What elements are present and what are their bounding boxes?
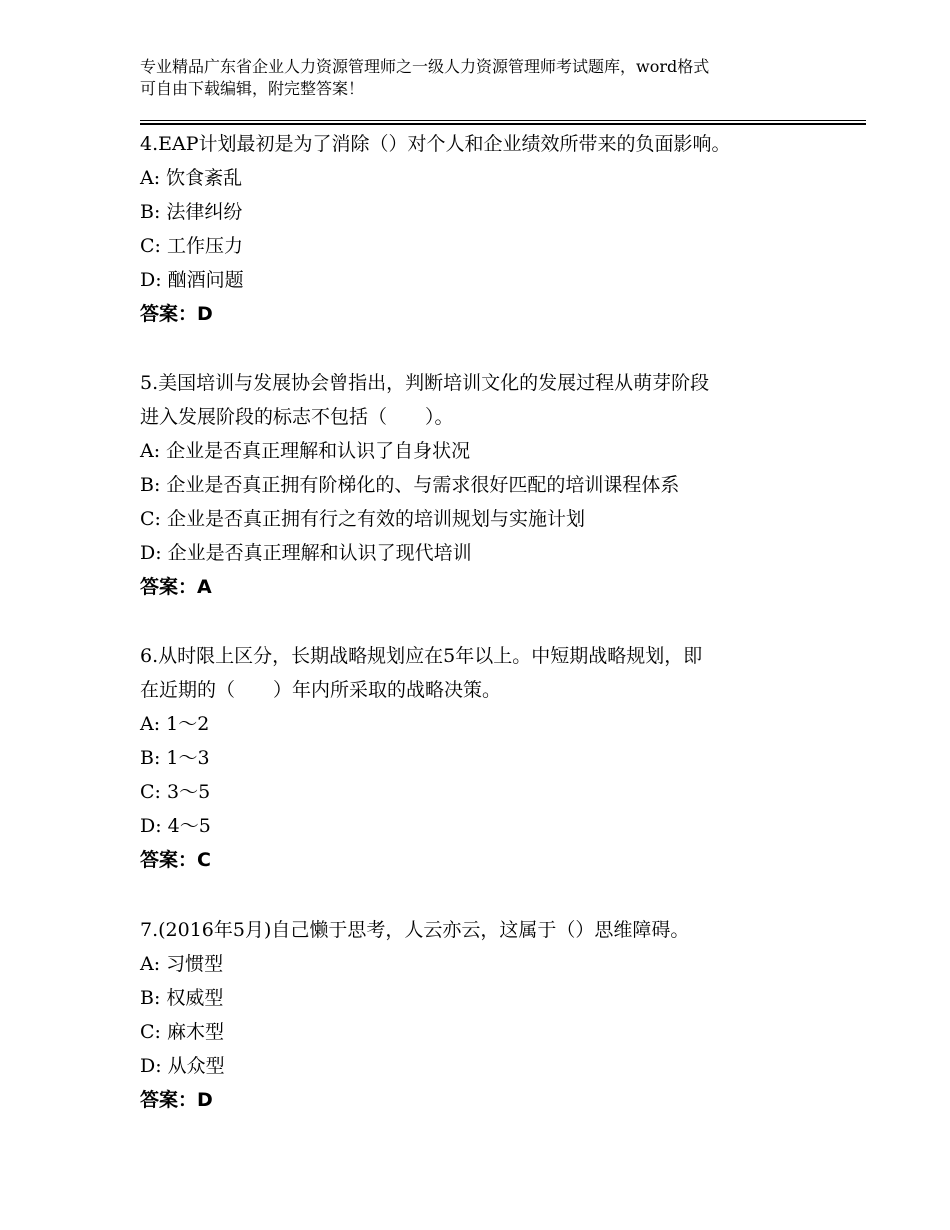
header-divider-thick xyxy=(140,123,866,125)
option-b: B: 1～3 xyxy=(140,747,210,769)
question-6 xyxy=(140,639,840,877)
option-d: D: 从众型 xyxy=(140,1055,225,1077)
question-5 xyxy=(140,366,840,604)
question-7 xyxy=(140,913,840,1117)
question-stem: 4.EAP计划最初是为了消除（）对个人和企业绩效所带来的负面影响。 xyxy=(140,133,731,155)
option-c: C: 企业是否真正拥有行之有效的培训规划与实施计划 xyxy=(140,508,585,530)
header-line-1: 专业精品广东省企业人力资源管理师之一级人力资源管理师考试题库，word格式 xyxy=(140,57,710,76)
header-line-2: 可自由下载编辑，附完整答案！ xyxy=(140,79,365,98)
option-a: A: 1～2 xyxy=(140,713,210,735)
option-c: C: 工作压力 xyxy=(140,235,243,257)
option-c: C: 3～5 xyxy=(140,781,211,803)
option-c: C: 麻木型 xyxy=(140,1021,224,1043)
header-divider-thin xyxy=(140,120,866,121)
document-header xyxy=(140,56,840,100)
answer-line: 答案：D xyxy=(140,303,213,325)
question-4 xyxy=(140,127,840,331)
question-stem-line-1: 6.从时限上区分，长期战略规划应在5年以上。中短期战略规划，即 xyxy=(140,645,703,667)
answer-line: 答案：A xyxy=(140,576,212,598)
question-stem-line-1: 5.美国培训与发展协会曾指出，判断培训文化的发展过程从萌芽阶段 xyxy=(140,372,710,394)
option-a: A: 饮食紊乱 xyxy=(140,167,243,189)
answer-line: 答案：D xyxy=(140,1089,213,1111)
question-stem-line-2: 在近期的（ ）年内所采取的战略决策。 xyxy=(140,679,502,701)
option-a: A: 习惯型 xyxy=(140,953,224,975)
option-a: A: 企业是否真正理解和认识了自身状况 xyxy=(140,440,471,462)
option-d: D: 企业是否真正理解和认识了现代培训 xyxy=(140,542,472,564)
option-b: B: 法律纠纷 xyxy=(140,201,243,223)
option-d: D: 4～5 xyxy=(140,815,211,837)
option-b: B: 企业是否真正拥有阶梯化的、与需求很好匹配的培训课程体系 xyxy=(140,474,680,496)
option-b: B: 权威型 xyxy=(140,987,224,1009)
option-d: D: 酗酒问题 xyxy=(140,269,244,291)
answer-line: 答案：C xyxy=(140,849,211,871)
question-stem: 7.(2016年5月)自己懒于思考，人云亦云，这属于（）思维障碍。 xyxy=(140,919,690,941)
question-stem-line-2: 进入发展阶段的标志不包括（ ）。 xyxy=(140,406,454,428)
